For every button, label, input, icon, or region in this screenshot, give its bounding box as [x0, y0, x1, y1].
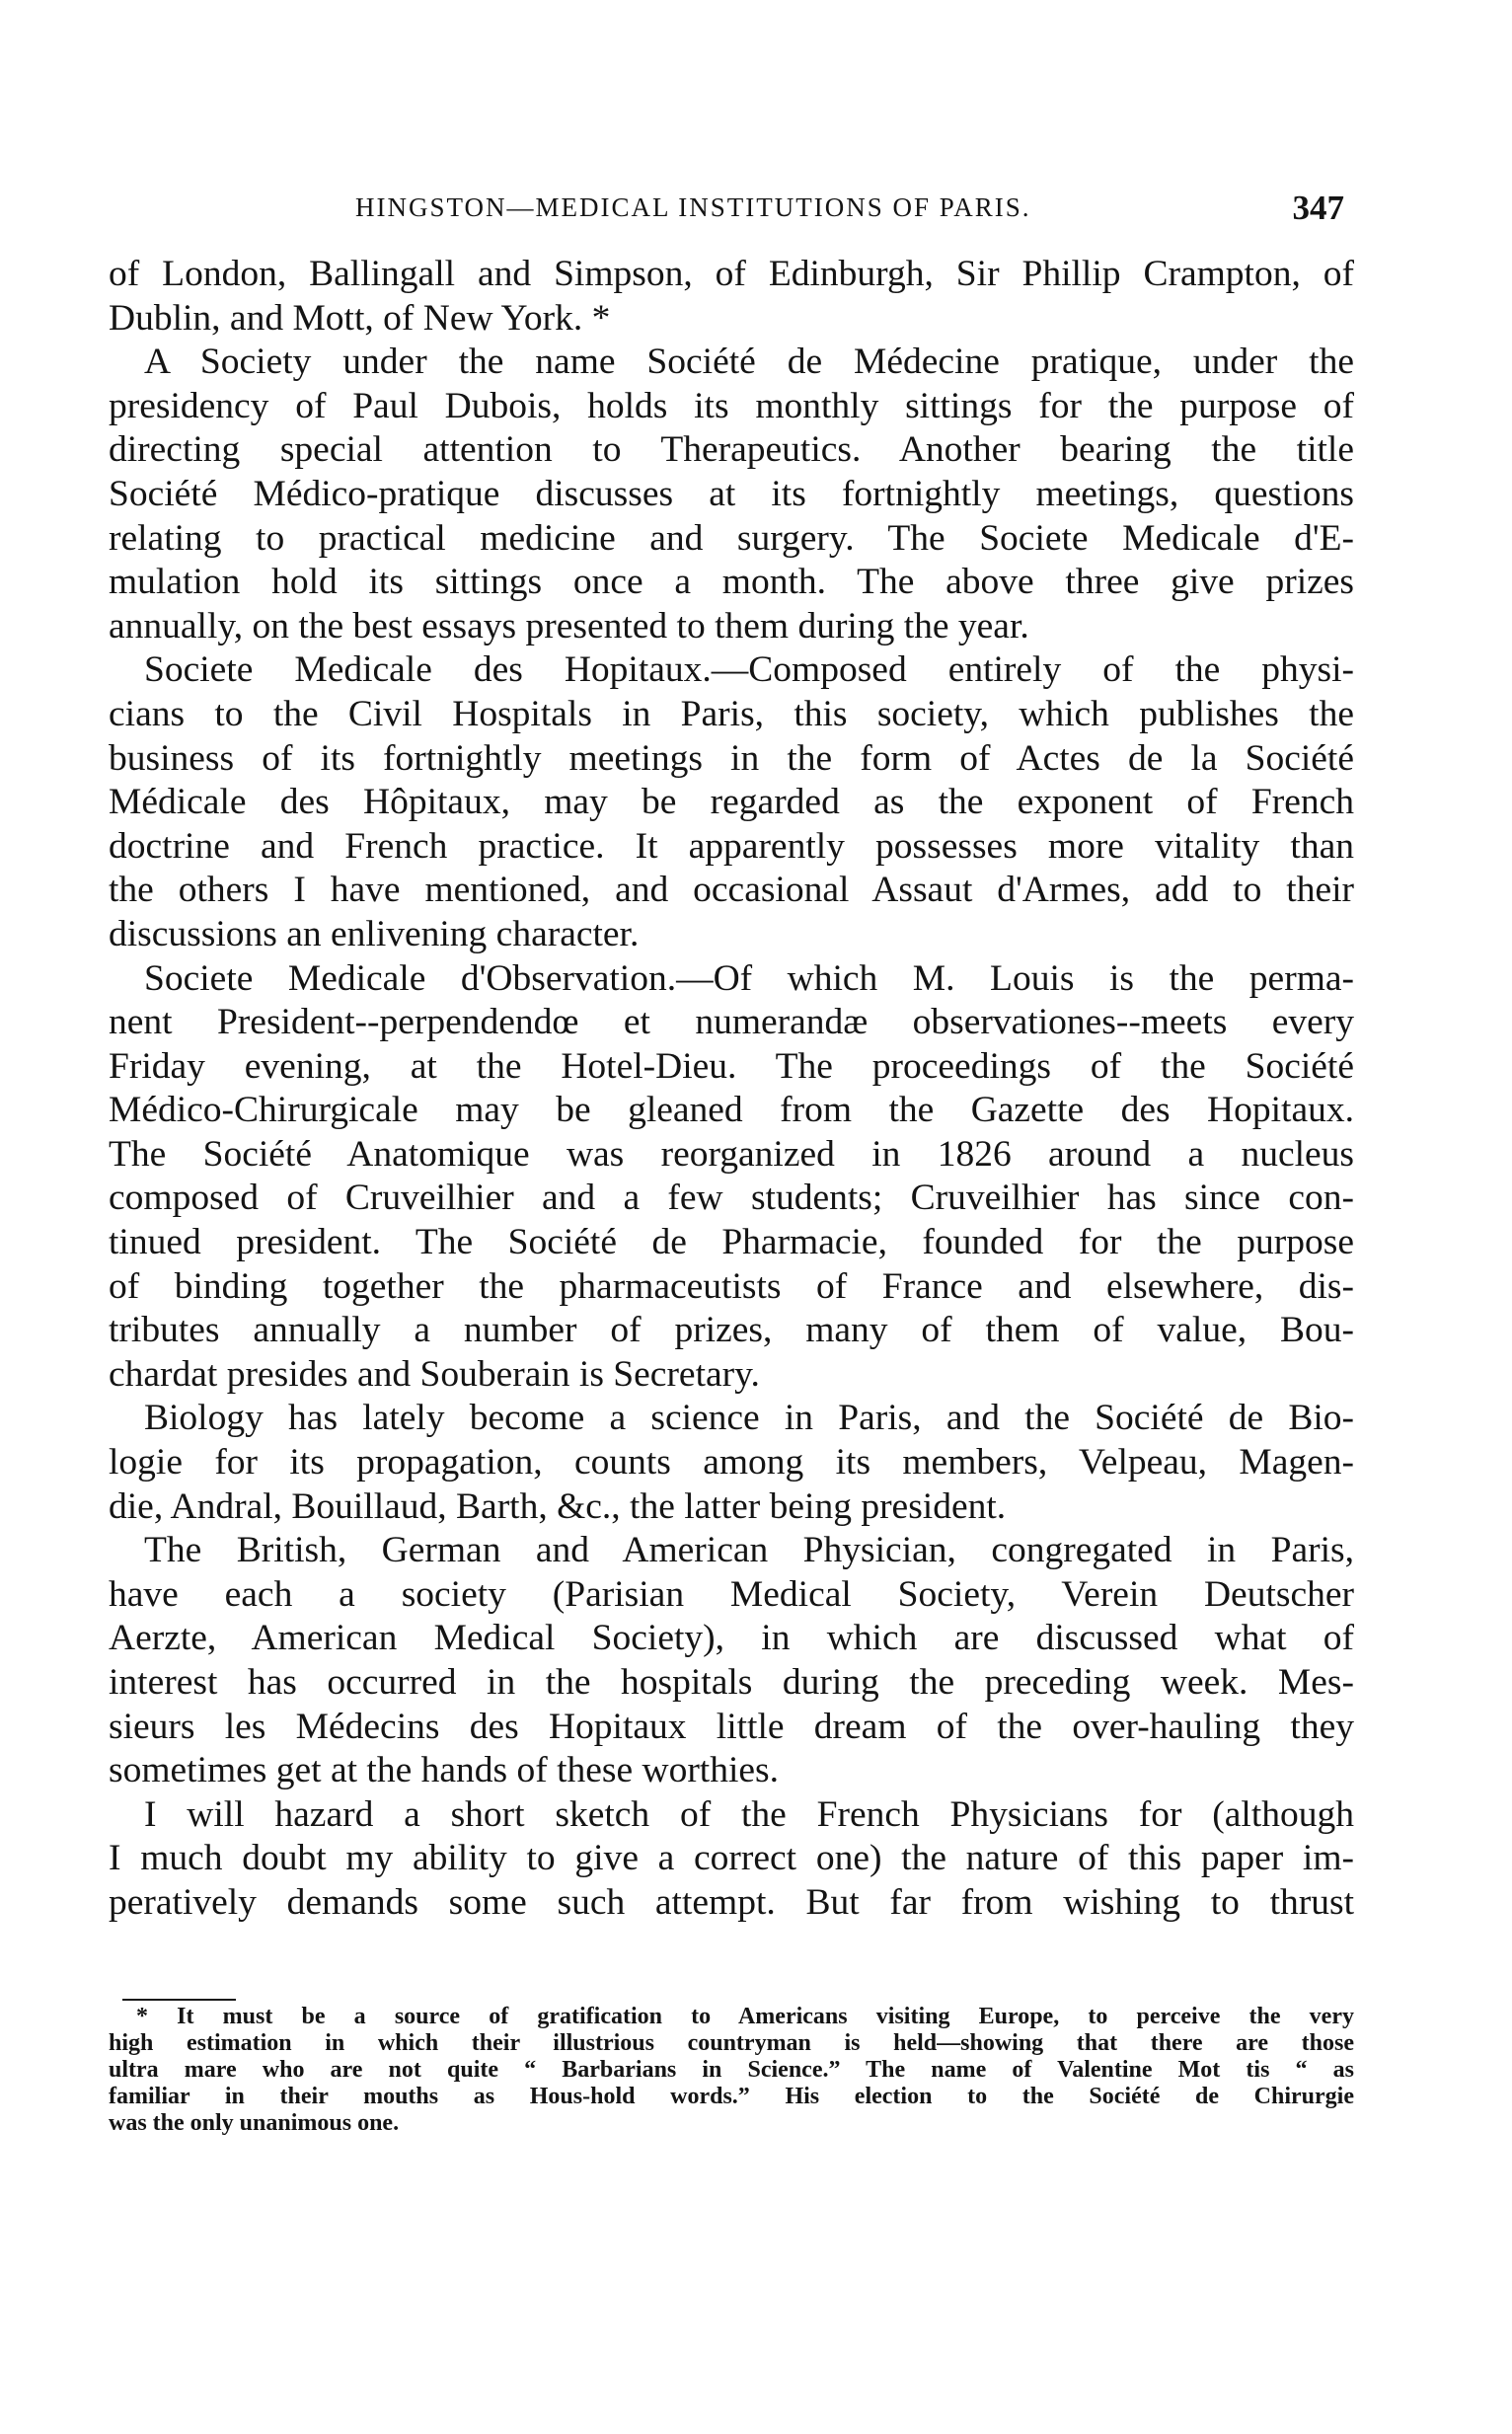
text-line: of London, Ballingall and Simpson, of Edinburgh, Sir Phillip Crampton, of — [109, 254, 1354, 294]
text-line: die, Andral, Bouillaud, Barth, &c., the latter being president. — [109, 1485, 1007, 1527]
text-line: tributes annually a number of prizes, many of them of value, Bou- — [109, 1310, 1354, 1351]
text-line: The British, German and American Physician, congregated in Paris, — [144, 1530, 1354, 1571]
text-line: tinued president. The Société de Pharmacie, founded for the purpose — [109, 1222, 1354, 1263]
footnote-line: was the only unanimous one. — [109, 2110, 400, 2136]
text-line: directing special attention to Therapeutics. Another bearing the title — [109, 429, 1354, 471]
text-line: peratively demands some such attempt. But far from wishing to thrust — [109, 1881, 1354, 1923]
text-line: The Société Anatomique was reorganized in 1826 around a nucleus — [109, 1133, 1354, 1175]
running-head: HINGSTON—MEDICAL INSTITUTIONS OF PARIS. — [355, 192, 1031, 222]
text-line: I much doubt my ability to give a correct one) the nature of this paper im- — [109, 1838, 1354, 1879]
text-line: composed of Cruveilhier and a few students; Cruveilhier has since con- — [109, 1178, 1354, 1219]
footnote-line: ultra mare who are not quite “ Barbarians in Science.” The name of Valentine Mot tis “ as — [109, 2057, 1354, 2083]
text-line: nent President--perpendendœ et numerandæ observationes--meets every — [109, 1002, 1354, 1043]
text-line: Médico-Chirurgicale may be gleaned from the Gazette des Hopitaux. — [109, 1090, 1354, 1131]
text-line: logie for its propagation, counts among its members, Velpeau, Magen- — [109, 1442, 1354, 1483]
footnote-rule — [122, 1999, 236, 2001]
text-line: sieurs les Médecins des Hopitaux little dream of the over-hauling they — [109, 1706, 1354, 1747]
text-line: cians to the Civil Hospitals in Paris, this society, which publishes the — [109, 693, 1354, 734]
footnote — [109, 2004, 1354, 2137]
text-line: Aerzte, American Medical Society), in which are discussed what of — [109, 1618, 1354, 1659]
text-line: chardat presides and Souberain is Secretary. — [109, 1353, 760, 1395]
text-line: I will hazard a short sketch of the French Physicians for (although — [144, 1793, 1354, 1835]
text-line: have each a society (Parisian Medical Society, Verein Deutscher — [109, 1573, 1354, 1615]
text-line: presidency of Paul Dubois, holds its monthly sittings for the purpose of — [109, 385, 1354, 426]
text-line: mulation hold its sittings once a month. The above three give prizes — [109, 562, 1354, 603]
footnote-line: high estimation in which their illustrious countryman is held—showing that there are those — [109, 2030, 1354, 2056]
text-line: annually, on the best essays presented to them during the year. — [109, 605, 1029, 647]
text-line: discussions an enlivening character. — [109, 913, 640, 954]
text-line: Societe Medicale des Hopitaux.—Composed entirely of the physi- — [144, 649, 1354, 691]
text-line: Société Médico-pratique discusses at its fortnightly meetings, questions — [109, 473, 1354, 514]
text-line: Biology has lately become a science in Paris, and the Société de Bio- — [144, 1398, 1354, 1439]
text-line: Médicale des Hôpitaux, may be regarded as the exponent of French — [109, 782, 1354, 823]
text-line: interest has occurred in the hospitals during the preceding week. Mes- — [109, 1662, 1354, 1703]
body-text — [109, 253, 1354, 1926]
text-line: relating to practical medicine and surgery. The Societe Medicale d'E- — [109, 517, 1354, 559]
text-line: doctrine and French practice. It apparently possesses more vitality than — [109, 825, 1354, 867]
text-line: Dublin, and Mott, of New York. * — [109, 297, 611, 339]
text-line: sometimes get at the hands of these worthies. — [109, 1750, 780, 1791]
text-line: business of its fortnightly meetings in the form of Actes de la Société — [109, 737, 1354, 779]
footnote-line: * It must be a source of gratification to Americans visiting Europe, to perceive the very — [136, 2004, 1354, 2029]
text-line: A Society under the name Société de Médecine pratique, under the — [144, 342, 1354, 383]
page-header — [109, 189, 1360, 228]
page-number: 347 — [1292, 189, 1344, 227]
footnote-line: familiar in their mouths as Hous-hold words.” His election to the Société de Chirurgie — [109, 2084, 1354, 2109]
text-line: Societe Medicale d'Observation.—Of which M. Louis is the perma- — [144, 957, 1354, 999]
text-line: Friday evening, at the Hotel-Dieu. The proceedings of the Société — [109, 1045, 1354, 1087]
text-line: the others I have mentioned, and occasional Assaut d'Armes, add to their — [109, 870, 1354, 911]
text-line: of binding together the pharmaceutists of France and elsewhere, dis- — [109, 1265, 1354, 1307]
